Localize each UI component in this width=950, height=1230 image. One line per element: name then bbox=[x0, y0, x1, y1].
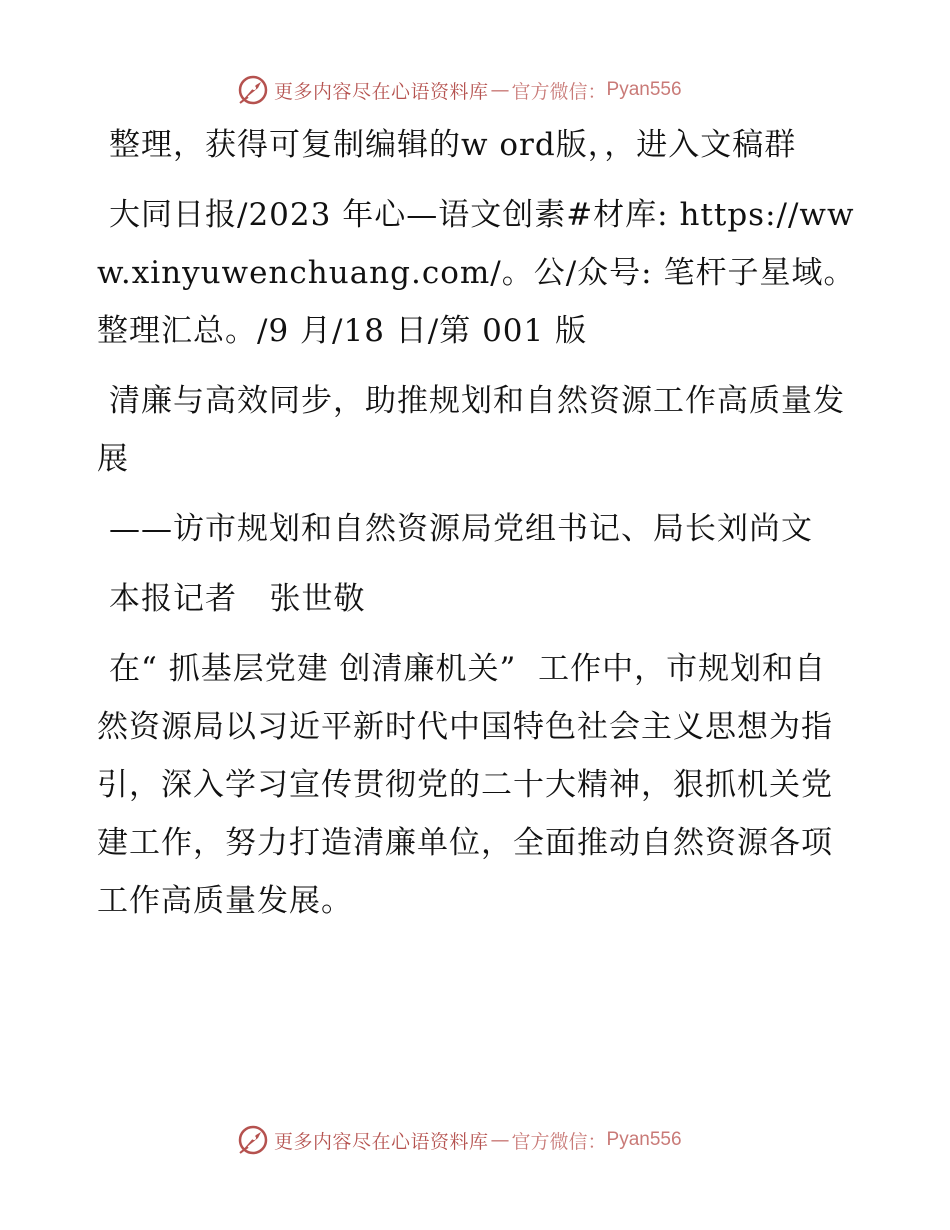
watermark-wechat-id: Pyan556 bbox=[606, 1129, 682, 1150]
watermark-wechat-label: 官方微信： bbox=[511, 80, 607, 103]
intro-line: 整理，获得可复制编辑的w ord版，，进入文稿群 bbox=[109, 127, 797, 163]
document-body bbox=[97, 116, 857, 942]
article-subheadline: ——访市规划和自然资源局党组书记、局长刘尚文 bbox=[109, 511, 813, 547]
watermark-separator: — bbox=[490, 79, 510, 101]
watermark-brand-text: 更多内容尽在心语资料库 bbox=[274, 80, 489, 103]
pen-nib-logo-icon bbox=[236, 1123, 270, 1157]
source-line: 大同日报/2023 年心—语文创素#材库: https://www.xinyuwenchuang.com/。公/众号: 笔杆子星域。整理汇总。/9 月/18 日/第 001 版 bbox=[97, 197, 856, 349]
watermark-brand-text: 更多内容尽在心语资料库 bbox=[274, 1130, 489, 1153]
watermark-wechat-id: Pyan556 bbox=[606, 79, 682, 100]
watermark-banner-bottom bbox=[236, 1122, 682, 1158]
article-headline: 清廉与高效同步，助推规划和自然资源工作高质量发展 bbox=[97, 383, 845, 477]
watermark-wechat-label: 官方微信： bbox=[511, 1130, 607, 1153]
watermark-banner-top bbox=[236, 72, 682, 108]
article-paragraph: 在“ 抓基层党建 创清廉机关” 工作中，市规划和自然资源局以习近平新时代中国特色社会主义思想为指引，深入学习宣传贯彻党的二十大精神，狠抓机关党建工作，努力打造清廉单位，全面推动自然资源各项工作高质量发展。 bbox=[97, 651, 833, 919]
pen-nib-logo-icon bbox=[236, 73, 270, 107]
article-byline: 本报记者 张世敬 bbox=[109, 581, 366, 617]
watermark-separator: — bbox=[490, 1129, 510, 1151]
